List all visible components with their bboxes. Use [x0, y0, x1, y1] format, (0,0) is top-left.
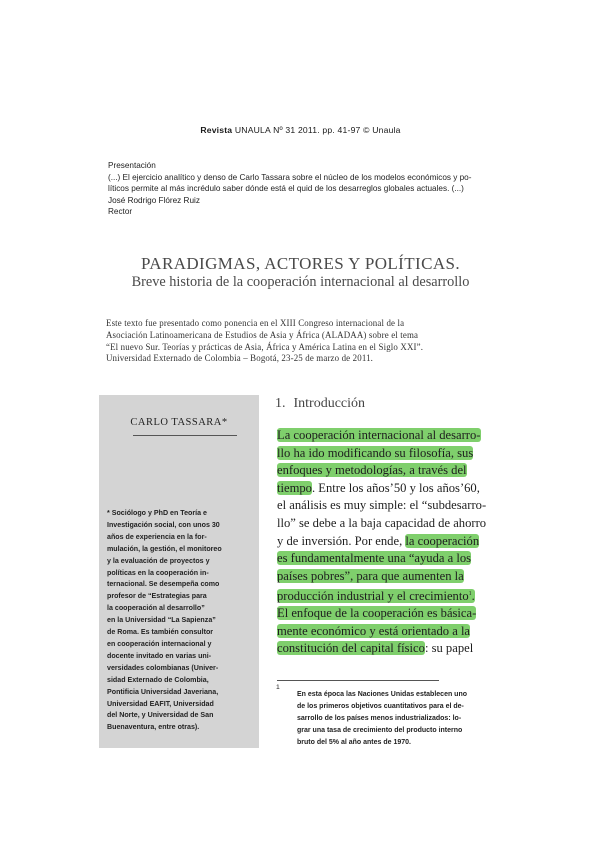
author-name-text: CARLO TASSARA*: [130, 417, 228, 428]
bio-line: Investigación social, con unos 30: [107, 520, 220, 529]
highlighted-text: llo ha ido modificando su filosofía, sus: [277, 445, 474, 460]
presentation-role: Rector: [108, 207, 133, 217]
journal-name: UNAULA: [234, 125, 271, 135]
bio-line: * Sociólogo y PhD en Teoría e: [107, 509, 207, 517]
highlighted-text-part: producción industrial y el crecimiento: [277, 588, 469, 603]
body-text: y de inversión. Por ende,: [277, 533, 406, 548]
note-line: Este texto fue presentado como ponencia en el XIII Congreso internacional de la: [106, 318, 405, 328]
presentation-line: líticos permite al más incrédulo saber dónde está el quid de los desarreglos globales actuales. (...): [108, 184, 464, 194]
section-title: Introducción: [293, 396, 366, 411]
bio-line: Pontificia Universidad Javeriana,: [107, 687, 219, 696]
note-line: Asociación Latinoamericana de Estudios de Asia y África (ALADAA) sobre el tema: [106, 329, 419, 340]
bio-line: mulación, la gestión, el monitoreo: [107, 544, 222, 553]
highlighted-text: El enfoque de la cooperación es básica-: [277, 606, 477, 621]
bio-line: versidades colombianas (Univer-: [107, 663, 219, 672]
bio-line: la cooperación al desarrollo”: [107, 604, 205, 613]
section-heading: [275, 396, 365, 412]
highlighted-text: mente económico y está orientado a la: [277, 623, 471, 638]
highlighted-text: la cooperación: [405, 533, 480, 548]
presentation-heading: Presentación: [108, 161, 156, 170]
footnote-divider: [277, 680, 439, 681]
body-paragraph: [277, 427, 512, 658]
bio-line: docente invitado en varias uni-: [107, 651, 212, 660]
footnote-number: 1: [276, 684, 280, 691]
body-text: : su papel: [424, 641, 474, 656]
body-text: . Entre los años’50 y los años’60,: [311, 480, 480, 495]
footnote-line: de los primeros objetivos cuantitativos para el de-: [297, 703, 464, 710]
footnote-line: En esta época las Naciones Unidas establecen uno: [297, 691, 468, 698]
note-line: “El nuevo Sur. Teorías y prácticas de Asia, África y América Latina en el Siglo XXI”.: [106, 341, 424, 352]
footnote-ref: 1: [468, 590, 472, 597]
author-bio: [107, 508, 257, 734]
highlighted-text: tiempo: [277, 480, 312, 495]
bio-line: políticas en la cooperación in-: [107, 568, 209, 577]
footnote-line: grar una tasa de crecimiento del producto interno: [297, 727, 463, 734]
journal-header: [0, 125, 601, 135]
journal-prefix: Revista: [200, 125, 233, 135]
article-subtitle: Breve historia de la cooperación internacional al desarrollo: [131, 274, 470, 290]
conference-note: [106, 318, 526, 365]
highlighted-text: producción industrial y el crecimiento$^1$.: [277, 588, 475, 603]
note-line: Universidad Externado de Colombia – Bogotá, 23-25 de marzo de 2011.: [106, 353, 374, 364]
bio-line: años de experiencia en la for-: [107, 532, 207, 541]
bio-line: del Norte, y Universidad de San: [107, 711, 214, 720]
footnote-line: sarrollo de los países menos industrializados: lo-: [297, 715, 462, 722]
bio-line: en la Universidad “La Sapienza”: [107, 616, 216, 625]
author-divider: [133, 435, 237, 436]
highlighted-text: constitución del capital físico: [277, 641, 425, 656]
author-sidebar: [99, 395, 259, 748]
author-name: [99, 417, 259, 428]
journal-citation: Nº 31 2011. pp. 41-97 © Unaula: [273, 125, 401, 135]
highlighted-text: La cooperación internacional al desarro-: [277, 428, 481, 442]
footnote: [297, 689, 517, 749]
highlighted-text: es fundamentalmente una “ayuda a los: [277, 551, 472, 566]
bio-line: de Roma. Es también consultor: [107, 628, 214, 637]
bio-line: ternacional. Se desempeña como: [107, 580, 220, 589]
bio-line: en cooperación internacional y: [107, 639, 212, 648]
article-title: PARADIGMAS, ACTORES Y POLÍTICAS.: [140, 254, 460, 273]
presentation-block: [108, 160, 528, 218]
footnote-line: bruto del 5% al año antes de 1970.: [297, 739, 411, 746]
presentation-line: (...) El ejercicio analítico y denso de Carlo Tassara sobre el núcleo de los modelos económicos y po-: [108, 172, 472, 182]
body-text: el análisis es muy simple: el “subdesarro-: [277, 498, 487, 513]
highlighted-text: países pobres”, para que aumenten la: [277, 568, 464, 583]
body-text: llo” se debe a la baja capacidad de ahorro: [277, 515, 487, 530]
bio-line: profesor de “Estrategias para: [107, 592, 207, 601]
highlighted-text: enfoques y metodologías, a través del: [277, 463, 467, 478]
presentation-signer: José Rodrigo Flórez Ruiz: [108, 195, 200, 205]
section-number: 1.: [275, 396, 286, 411]
bio-line: Buenaventura, entre otras).: [107, 723, 200, 732]
bio-line: Universidad EAFIT, Universidad: [107, 699, 214, 708]
bio-line: y la evaluación de proyectos y: [107, 556, 210, 565]
bio-line: sidad Externado de Colombia,: [107, 675, 209, 684]
